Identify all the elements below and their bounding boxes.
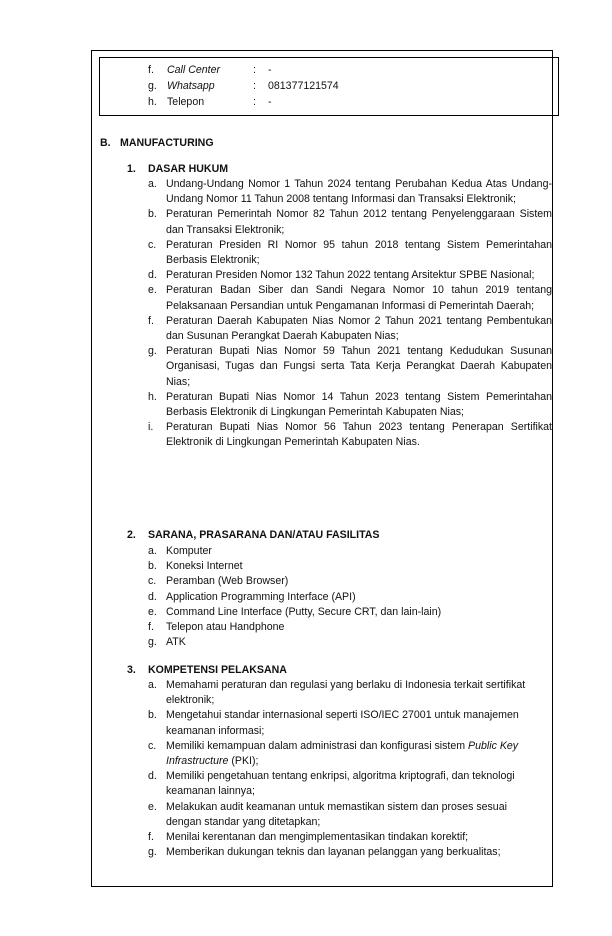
- item-marker: a.: [148, 545, 157, 557]
- list-item: [148, 344, 552, 390]
- item-text: Peramban (Web Browser): [166, 575, 289, 588]
- contact-colon: :: [253, 64, 256, 76]
- contact-label: Telepon: [167, 96, 205, 108]
- kompetensi-list: [148, 678, 540, 860]
- section-heading-b: [100, 136, 214, 151]
- subheading-dasar-hukum: [127, 162, 229, 177]
- item-text: Memiliki kemampuan dalam administrasi dan konfigurasi sistem: [166, 739, 469, 752]
- item-text: Peraturan Pemerintah Nomor 82 Tahun 2012 tentang Penyelenggaraan Sistem dan Transaksi Elektronik;: [166, 208, 552, 236]
- item-marker: a.: [148, 178, 157, 190]
- item-text: Command Line Interface (Putty, Secure CRT, dan lain-lain): [166, 605, 442, 618]
- item-text: Melakukan audit keamanan untuk memastikan sistem dan proses sesuai dengan standar yang ditetapkan;: [166, 800, 507, 828]
- item-text: (PKI);: [228, 755, 259, 768]
- list-item: [148, 605, 552, 620]
- list-item: [148, 708, 540, 738]
- item-marker: e.: [148, 605, 157, 618]
- list-item: [148, 314, 552, 344]
- item-text: Komputer: [166, 545, 212, 557]
- item-marker: e.: [148, 284, 157, 297]
- dasar-hukum-list: [148, 177, 552, 451]
- contact-value: -: [268, 64, 272, 76]
- list-item: [148, 590, 552, 605]
- item-marker: c.: [148, 238, 157, 251]
- item-marker: d.: [148, 590, 157, 603]
- item-marker: g.: [148, 345, 157, 358]
- list-item: [148, 800, 540, 830]
- list-item: [148, 559, 552, 574]
- subheading-number: 3.: [127, 664, 136, 676]
- list-item: [148, 268, 552, 283]
- contact-key: f.: [148, 64, 154, 76]
- contact-value: -: [268, 96, 272, 108]
- item-text-italic: Public Key Infrastructure: [166, 739, 519, 768]
- contact-key: g.: [148, 80, 157, 92]
- item-text: ATK: [166, 636, 186, 649]
- subheading-number: 2.: [127, 529, 136, 541]
- contact-label: Whatsapp: [167, 80, 215, 92]
- list-item: [148, 390, 552, 420]
- item-marker: d.: [148, 269, 157, 282]
- item-text: Menilai kerentanan dan mengimplementasikan tindakan korektif;: [166, 831, 469, 844]
- list-item: [148, 830, 540, 845]
- subheading-title: KOMPETENSI PELAKSANA: [148, 664, 287, 676]
- list-item: [148, 635, 552, 650]
- sarana-list: [148, 544, 552, 650]
- list-item: [148, 420, 552, 450]
- contact-label: Call Center: [167, 64, 220, 76]
- item-text: Memiliki pengetahuan tentang enkripsi, algoritma kriptografi, dan teknologi keamanan lainnya;: [166, 770, 515, 798]
- item-text: Memahami peraturan dan regulasi yang berlaku di Indonesia terkait sertifikat elektronik;: [166, 679, 526, 707]
- item-marker: f.: [148, 831, 154, 844]
- list-item: [148, 739, 540, 769]
- item-text: Peraturan Bupati Nias Nomor 56 Tahun 2023 tentang Penerapan Sertifikat Elektronik di Lingkungan Pemerintah Kabupaten Nias.: [166, 421, 552, 449]
- subheading-title: SARANA, PRASARANA DAN/ATAU FASILITAS: [148, 529, 380, 541]
- item-marker: c.: [148, 739, 157, 752]
- item-marker: b.: [148, 560, 157, 573]
- item-text: Peraturan Presiden RI Nomor 95 tahun 2018 tentang Sistem Pemerintahan Berbasis Elektronik;: [166, 238, 552, 267]
- item-marker: a.: [148, 679, 157, 691]
- item-text: Application Programming Interface (API): [166, 590, 356, 603]
- contact-colon: :: [253, 80, 256, 92]
- list-item: [148, 177, 552, 207]
- item-text: Mengetahui standar internasional seperti ISO/IEC 27001 untuk manajemen keamanan informasi;: [166, 709, 519, 737]
- list-item: [148, 845, 540, 860]
- item-text: Peraturan Badan Siber dan Sandi Negara Nomor 10 tahun 2019 tentang Pelaksanaan Persandian untuk Pengamanan Informasi di Pemerintah Daerah;: [166, 284, 552, 312]
- item-marker: i.: [148, 421, 154, 434]
- subheading-kompetensi: [127, 663, 287, 678]
- item-text: Undang-Undang Nomor 1 Tahun 2024 tentang Perubahan Kedua Atas Undang-Undang Nomor 11 Tahun 2008 tentang Informasi dan Transaksi Elektronik;: [166, 178, 552, 206]
- item-text: Peraturan Presiden Nomor 132 Tahun 2022 tentang Arsitektur SPBE Nasional;: [166, 269, 535, 282]
- list-item: [148, 769, 540, 799]
- item-marker: g.: [148, 636, 157, 649]
- item-marker: b.: [148, 208, 157, 221]
- list-item: [148, 678, 540, 708]
- list-item: [148, 238, 552, 268]
- contact-colon: :: [253, 96, 256, 108]
- list-item: [148, 620, 552, 635]
- item-text: Peraturan Daerah Kabupaten Nias Nomor 2 Tahun 2021 tentang Pembentukan dan Susunan Perangkat Daerah Kabupaten Nias;: [166, 314, 552, 343]
- subheading-sarana: [127, 528, 380, 543]
- item-text: Peraturan Bupati Nias Nomor 14 Tahun 2023 tentang Sistem Pemerintahan Berbasis Elektronik di Lingkungan Pemerintah Kabupaten Nias;: [166, 390, 552, 419]
- item-marker: f.: [148, 621, 154, 634]
- item-marker: g.: [148, 846, 157, 859]
- item-marker: e.: [148, 800, 157, 813]
- subheading-title: DASAR HUKUM: [148, 163, 229, 175]
- item-marker: d.: [148, 770, 157, 783]
- item-text: Telepon atau Handphone: [166, 621, 285, 634]
- list-item: [148, 283, 552, 313]
- item-text: Koneksi Internet: [166, 560, 243, 573]
- item-marker: c.: [148, 575, 157, 588]
- contact-value: 081377121574: [268, 80, 339, 92]
- item-marker: b.: [148, 709, 157, 722]
- list-item: [148, 544, 552, 559]
- section-title: MANUFACTURING: [120, 137, 214, 149]
- item-marker: h.: [148, 390, 157, 403]
- item-text: Memberikan dukungan teknis dan layanan pelanggan yang berkualitas;: [166, 846, 501, 859]
- section-key: B.: [100, 137, 111, 149]
- item-text: Peraturan Bupati Nias Nomor 59 Tahun 2021 tentang Kedudukan Susunan Organisasi, Tugas dan Fungsi serta Tata Kerja Perangkat Daerah Kabupaten Nias;: [166, 345, 552, 388]
- item-marker: f.: [148, 314, 154, 327]
- list-item: [148, 207, 552, 237]
- contact-key: h.: [148, 96, 157, 108]
- list-item: [148, 574, 552, 589]
- subheading-number: 1.: [127, 163, 136, 175]
